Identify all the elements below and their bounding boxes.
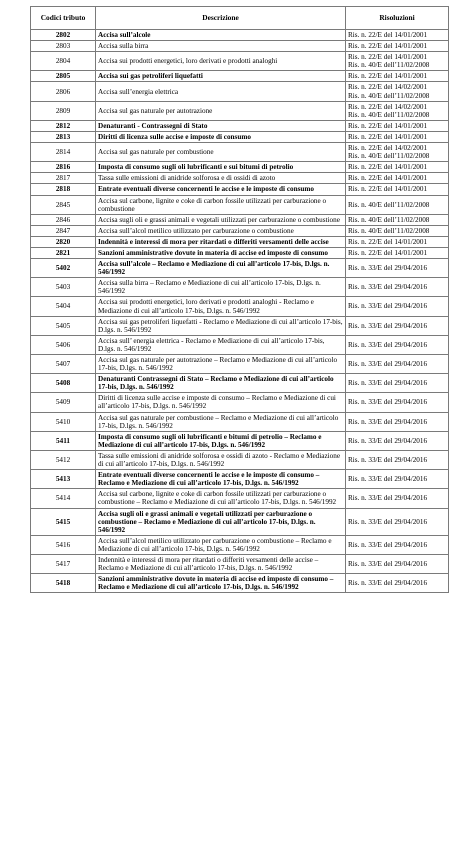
description-cell: Denaturanti - Contrassegni di Stato	[96, 120, 346, 131]
resolutions-cell	[346, 316, 449, 335]
resolutions-cell	[346, 355, 449, 374]
resolution-reference: Ris. n. 22/E del 14/01/2001	[348, 237, 428, 246]
resolution-reference: Ris. n. 22/E del 14/02/2001	[348, 83, 428, 92]
tax-code-table	[30, 6, 449, 593]
resolutions-cell	[346, 450, 449, 469]
description-cell: Sanzioni amministrative dovute in materia di accise ed imposte di consumo	[96, 247, 346, 258]
resolutions-cell	[346, 470, 449, 489]
resolution-reference: Ris. n. 33/E del 29/04/2016	[348, 321, 428, 330]
tax-code-cell: 2813	[31, 131, 96, 142]
resolutions-cell	[346, 82, 449, 101]
tax-code-cell: 5417	[31, 554, 96, 573]
table-row	[31, 184, 449, 195]
description-cell: Accisa sull’alcol metilico utilizzato per carburazione o combustione – Reclamo e Mediazione di cui all’articolo 17-bis, D.lgs. n. 546/1992	[96, 535, 346, 554]
table-row	[31, 431, 449, 450]
resolution-reference: Ris. n. 22/E del 14/01/2001	[348, 248, 428, 257]
resolution-reference: Ris. n. 40/E dell’11/02/2008	[348, 215, 430, 224]
description-cell: Accisa sui gas petroliferi liquefatti	[96, 71, 346, 82]
resolutions-cell	[346, 374, 449, 393]
resolutions-cell	[346, 574, 449, 593]
description-cell: Accisa sugli oli e grassi animali e vegetali utilizzati per carburazione o combustione – Reclamo e Mediazione di cui all’articolo 17-bis, D.lgs. n. 546/1992	[96, 508, 346, 535]
tax-code-cell: 5415	[31, 508, 96, 535]
resolutions-cell	[346, 41, 449, 52]
table-row	[31, 470, 449, 489]
description-cell: Accisa sul gas naturale per autotrazione	[96, 101, 346, 120]
resolution-reference: Ris. n. 22/E del 14/02/2001	[348, 102, 428, 111]
resolution-reference: Ris. n. 33/E del 29/04/2016	[348, 340, 428, 349]
tax-code-cell: 2804	[31, 52, 96, 71]
resolutions-cell	[346, 143, 449, 162]
tax-code-cell: 2809	[31, 101, 96, 120]
resolutions-cell	[346, 535, 449, 554]
tax-code-cell: 5405	[31, 316, 96, 335]
description-cell: Accisa sul carbone, lignite e coke di carbon fossile utilizzati per carburazione o combustione – Reclamo e Mediazione di cui all’articolo 17-bis, D.lgs. n. 546/1992	[96, 489, 346, 508]
resolution-reference: Ris. n. 33/E del 29/04/2016	[348, 302, 428, 311]
resolution-reference: Ris. n. 33/E del 29/04/2016	[348, 264, 428, 273]
table-row	[31, 71, 449, 82]
resolution-reference: Ris. n. 40/E dell’11/02/2008	[348, 91, 430, 100]
description-cell: Accisa sull’alcole	[96, 30, 346, 41]
tax-code-cell: 5413	[31, 470, 96, 489]
description-cell: Diritti di licenza sulle accise e imposte di consumo	[96, 131, 346, 142]
resolution-reference: Ris. n. 33/E del 29/04/2016	[348, 417, 428, 426]
description-cell: Imposta di consumo sugli oli lubrificanti e sui bitumi di petrolio	[96, 162, 346, 173]
tax-code-cell: 5406	[31, 335, 96, 354]
table-row	[31, 535, 449, 554]
table-row	[31, 574, 449, 593]
table-header-row	[31, 7, 449, 30]
resolution-reference: Ris. n. 40/E dell’11/02/2008	[348, 200, 430, 209]
table-row	[31, 247, 449, 258]
resolution-reference: Ris. n. 33/E del 29/04/2016	[348, 379, 428, 388]
tax-code-cell: 2814	[31, 143, 96, 162]
tax-code-cell: 5410	[31, 412, 96, 431]
tax-code-cell: 5409	[31, 393, 96, 412]
tax-code-cell: 5407	[31, 355, 96, 374]
resolution-reference: Ris. n. 33/E del 29/04/2016	[348, 540, 428, 549]
table-row	[31, 278, 449, 297]
resolution-reference: Ris. n. 33/E del 29/04/2016	[348, 560, 428, 569]
table-row	[31, 236, 449, 247]
description-cell: Accisa sull’alcol metilico utilizzato per carburazione o combustione	[96, 225, 346, 236]
resolution-reference: Ris. n. 22/E del 14/01/2001	[348, 53, 428, 62]
resolutions-cell	[346, 173, 449, 184]
tax-code-cell: 5411	[31, 431, 96, 450]
resolutions-cell	[346, 225, 449, 236]
table-body	[31, 30, 449, 593]
table-row	[31, 143, 449, 162]
tax-code-cell: 2845	[31, 195, 96, 214]
description-cell: Tassa sulle emissioni di anidride solforosa e di ossidi di azoto	[96, 173, 346, 184]
table-row	[31, 52, 449, 71]
table-row	[31, 393, 449, 412]
resolutions-cell	[346, 120, 449, 131]
table-row	[31, 120, 449, 131]
tax-code-cell: 2812	[31, 120, 96, 131]
resolution-reference: Ris. n. 22/E del 14/01/2001	[348, 174, 428, 183]
resolution-reference: Ris. n. 22/E del 14/01/2001	[348, 31, 428, 39]
resolutions-cell	[346, 489, 449, 508]
tax-code-cell: 5404	[31, 297, 96, 316]
description-cell: Accisa sul gas naturale per autotrazione – Reclamo e Mediazione di cui all’articolo 17-bis, D.lgs. n. 546/1992	[96, 355, 346, 374]
resolutions-cell	[346, 431, 449, 450]
resolution-reference: Ris. n. 22/E del 14/01/2001	[348, 121, 428, 130]
tax-code-cell: 2818	[31, 184, 96, 195]
table-row	[31, 259, 449, 278]
tax-code-cell: 5412	[31, 450, 96, 469]
table-row	[31, 450, 449, 469]
table-row	[31, 489, 449, 508]
table-row	[31, 297, 449, 316]
tax-code-cell: 2803	[31, 41, 96, 52]
resolutions-cell	[346, 412, 449, 431]
tax-code-cell: 5414	[31, 489, 96, 508]
resolutions-cell	[346, 52, 449, 71]
resolution-reference: Ris. n. 33/E del 29/04/2016	[348, 436, 428, 445]
description-cell: Denaturanti Contrassegni di Stato – Reclamo e Mediazione di cui all’articolo 17-bis, D.lgs. n. 546/1992	[96, 374, 346, 393]
tax-code-cell: 5402	[31, 259, 96, 278]
resolution-reference: Ris. n. 33/E del 29/04/2016	[348, 579, 428, 588]
tax-code-cell: 2820	[31, 236, 96, 247]
table-row	[31, 554, 449, 573]
header-code: Codici tributo	[31, 7, 96, 30]
resolutions-cell	[346, 184, 449, 195]
table-row	[31, 41, 449, 52]
description-cell: Accisa sugli oli e grassi animali e vegetali utilizzati per carburazione o combustione	[96, 214, 346, 225]
description-cell: Sanzioni amministrative dovute in materia di accise ed imposte di consumo – Reclamo e Mediazione di cui all’articolo 17-bis, D.lgs. n. 546/1992	[96, 574, 346, 593]
resolution-reference: Ris. n. 33/E del 29/04/2016	[348, 475, 428, 484]
description-cell: Accisa sul gas naturale per combustione	[96, 143, 346, 162]
table-row	[31, 82, 449, 101]
description-cell: Accisa sul carbone, lignite e coke di carbon fossile utilizzati per carburazione o combustione	[96, 195, 346, 214]
resolutions-cell	[346, 335, 449, 354]
tax-code-cell: 2806	[31, 82, 96, 101]
resolutions-cell	[346, 278, 449, 297]
description-cell: Accisa sul gas naturale per combustione – Reclamo e Mediazione di cui all’articolo 17-bis, D.lgs. n. 546/1992	[96, 412, 346, 431]
resolutions-cell	[346, 508, 449, 535]
resolution-reference: Ris. n. 22/E del 14/01/2001	[348, 132, 428, 141]
resolutions-cell	[346, 247, 449, 258]
resolution-reference: Ris. n. 33/E del 29/04/2016	[348, 283, 428, 292]
resolution-reference: Ris. n. 40/E dell’11/02/2008	[348, 110, 430, 119]
table-row	[31, 316, 449, 335]
resolutions-cell	[346, 236, 449, 247]
description-cell: Entrate eventuali diverse concernenti le accise e le imposte di consumo	[96, 184, 346, 195]
resolutions-cell	[346, 297, 449, 316]
table-row	[31, 508, 449, 535]
description-cell: Accisa sull’alcole – Reclamo e Mediazione di cui all’articolo 17-bis, D.lgs. n. 546/1992	[96, 259, 346, 278]
resolution-reference: Ris. n. 22/E del 14/01/2001	[348, 72, 428, 81]
resolutions-cell	[346, 30, 449, 41]
resolutions-cell	[346, 71, 449, 82]
description-cell: Accisa sull’energia elettrica	[96, 82, 346, 101]
table-row	[31, 173, 449, 184]
table-row	[31, 335, 449, 354]
table-row	[31, 225, 449, 236]
description-cell: Accisa sui prodotti energetici, loro derivati e prodotti analoghi	[96, 52, 346, 71]
description-cell: Diritti di licenza sulle accise e imposte di consumo – Reclamo e Mediazione di cui all’articolo 17-bis, D.lgs. n. 546/1992	[96, 393, 346, 412]
tax-code-cell: 2816	[31, 162, 96, 173]
description-cell: Imposta di consumo sugli oli lubrificanti e bitumi di petrolio – Reclamo e Mediazione di cui all’articolo 17-bis, D.lgs. n. 546/1992	[96, 431, 346, 450]
description-cell: Accisa sull’ energia elettrica - Reclamo e Mediazione di cui all’articolo 17-bis, D.lgs. n. 546/1992	[96, 335, 346, 354]
header-description: Descrizione	[96, 7, 346, 30]
resolutions-cell	[346, 101, 449, 120]
description-cell: Accisa sulla birra – Reclamo e Mediazione di cui all’articolo 17-bis, D.lgs. n. 546/1992	[96, 278, 346, 297]
tax-code-cell: 2817	[31, 173, 96, 184]
resolution-reference: Ris. n. 22/E del 14/01/2001	[348, 42, 428, 51]
resolution-reference: Ris. n. 33/E del 29/04/2016	[348, 517, 428, 526]
description-cell: Indennità e interessi di mora per ritardati o differiti versamenti delle accise – Reclamo e Mediazione di cui all’articolo 17-bis, D.lgs. n. 546/1992	[96, 554, 346, 573]
resolution-reference: Ris. n. 33/E del 29/04/2016	[348, 360, 428, 369]
table-row	[31, 374, 449, 393]
description-cell: Entrate eventuali diverse concernenti le accise e le imposte di consumo – Reclamo e Mediazione di cui all’articolo 17-bis, D.lgs. n. 546/1992	[96, 470, 346, 489]
resolution-reference: Ris. n. 33/E del 29/04/2016	[348, 455, 428, 464]
resolutions-cell	[346, 393, 449, 412]
resolutions-cell	[346, 131, 449, 142]
resolution-reference: Ris. n. 22/E del 14/01/2001	[348, 185, 428, 194]
tax-code-cell: 2846	[31, 214, 96, 225]
resolution-reference: Ris. n. 33/E del 29/04/2016	[348, 494, 428, 503]
resolution-reference: Ris. n. 40/E dell’11/02/2008	[348, 152, 430, 161]
tax-code-cell: 5403	[31, 278, 96, 297]
tax-code-cell: 5408	[31, 374, 96, 393]
resolutions-cell	[346, 554, 449, 573]
resolution-reference: Ris. n. 40/E dell’11/02/2008	[348, 61, 430, 70]
tax-code-cell: 2821	[31, 247, 96, 258]
description-cell: Accisa sui gas petroliferi liquefatti - Reclamo e Mediazione di cui all’articolo 17-bis, D.lgs. n. 546/1992	[96, 316, 346, 335]
resolution-reference: Ris. n. 33/E del 29/04/2016	[348, 398, 428, 407]
description-cell: Accisa sulla birra	[96, 41, 346, 52]
table-row	[31, 195, 449, 214]
table-row	[31, 101, 449, 120]
table-row	[31, 355, 449, 374]
table-row	[31, 30, 449, 41]
resolution-reference: Ris. n. 40/E dell’11/02/2008	[348, 226, 430, 235]
table-row	[31, 412, 449, 431]
resolution-reference: Ris. n. 22/E del 14/02/2001	[348, 144, 428, 153]
description-cell: Accisa sui prodotti energetici, loro derivati e prodotti analoghi - Reclamo e Mediazione di cui all’articolo 17-bis, D.lgs. n. 546/1992	[96, 297, 346, 316]
tax-code-cell: 5416	[31, 535, 96, 554]
resolutions-cell	[346, 259, 449, 278]
header-resolutions: Risoluzioni	[346, 7, 449, 30]
resolution-reference: Ris. n. 22/E del 14/01/2001	[348, 163, 428, 172]
tax-code-cell: 2847	[31, 225, 96, 236]
description-cell: Indennità e interessi di mora per ritardati o differiti versamenti delle accise	[96, 236, 346, 247]
description-cell: Tassa sulle emissioni di anidride solforosa e ossidi di azoto - Reclamo e Mediazione di cui all’articolo 17-bis, D.lgs. n. 546/1992	[96, 450, 346, 469]
tax-code-cell: 2805	[31, 71, 96, 82]
resolutions-cell	[346, 162, 449, 173]
tax-code-cell: 5418	[31, 574, 96, 593]
resolutions-cell	[346, 195, 449, 214]
table-row	[31, 162, 449, 173]
resolutions-cell	[346, 214, 449, 225]
tax-code-cell: 2802	[31, 30, 96, 41]
table-row	[31, 131, 449, 142]
table-row	[31, 214, 449, 225]
